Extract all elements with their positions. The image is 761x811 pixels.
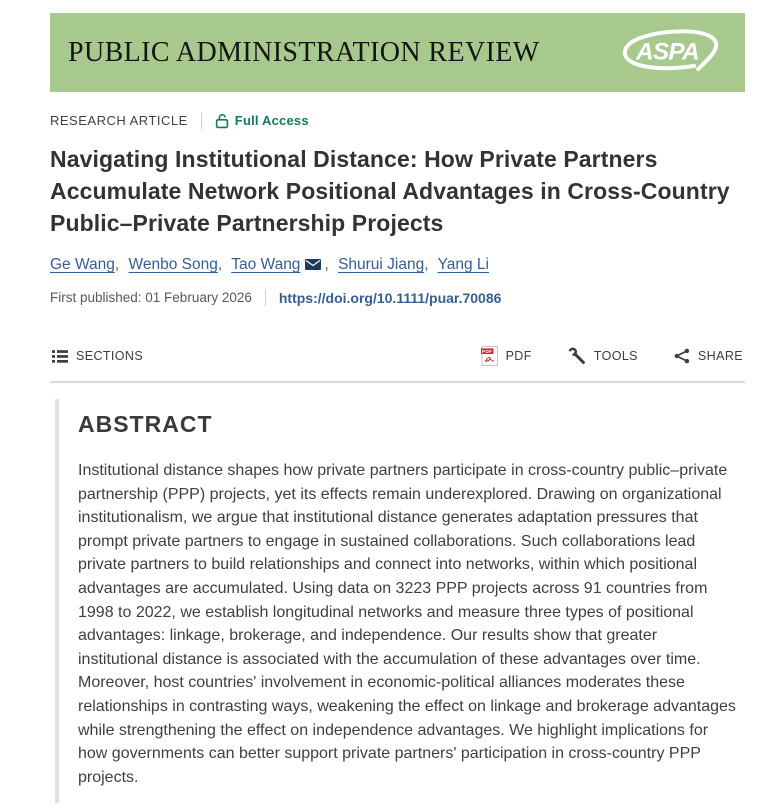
author-separator: , [424, 256, 429, 273]
open-lock-icon [215, 113, 229, 129]
svg-text:ASPA: ASPA [635, 38, 699, 66]
sections-list-icon [52, 350, 68, 363]
article-toolbar [50, 342, 745, 383]
article-type-label: RESEARCH ARTICLE [50, 113, 188, 128]
tools-label: TOOLS [593, 349, 638, 363]
full-access-badge [215, 113, 309, 129]
author-link[interactable]: Wenbo Song [128, 256, 218, 273]
author-link[interactable]: Tao Wang [231, 256, 301, 273]
share-label: SHARE [697, 349, 743, 363]
full-access-label: Full Access [234, 113, 309, 128]
article-title: Navigating Institutional Distance: How Private Partners Accumulate Network Positional Advantages in Cross-Country Public–Private Partnership Projects [50, 146, 730, 236]
aspa-logo [617, 25, 721, 82]
journal-title: PUBLIC ADMINISTRATION REVIEW [68, 36, 540, 68]
article-type-row [50, 112, 745, 129]
journal-banner[interactable] [50, 13, 745, 92]
author-separator: , [324, 256, 329, 273]
share-button[interactable] [674, 348, 743, 364]
tools-button[interactable] [568, 347, 638, 365]
share-icon [674, 348, 690, 364]
email-corresponding-author-icon[interactable] [305, 257, 321, 275]
abstract-text: Institutional distance shapes how private partners participate in cross-country public–private partnership (PPP) projects, yet its effects remain underexplored. Drawing on organizational institutionalism, we argue that institutional distance generates adaptation pressures that prompt private partners to engage in sustained collaborations. Such collaborations lead private partners to build relationships and connect into networks, within which positional advantages are accumulated. Using data on 3223 PPP projects across 91 countries from 1998 to 2022, we establish longitudinal networks and measure three types of positional advantages: linkage, brokerage, and independence. Our results show that greater institutional distance is associated with the accumulation of these advantages over time. Moreover, host countries' involvement in economic-political alliances moderates these relationships in contrasting ways, weakening the effect on linkage and brokerage advantages while strengthening the effect on independence advantages. We highlight implications for how governments can better support private partners' participation in cross-country PPP projects. [78, 462, 736, 786]
wrench-icon [568, 347, 586, 365]
pdf-file-icon [481, 346, 498, 366]
abstract-heading: ABSTRACT [78, 411, 213, 437]
first-published-date: First published: 01 February 2026 [50, 290, 252, 305]
author-link[interactable]: Shurui Jiang [338, 256, 425, 273]
author-separator: , [217, 256, 223, 273]
svg-text:PDF: PDF [481, 348, 492, 354]
abstract-section [50, 399, 745, 803]
doi-link[interactable]: https://doi.org/10.1111/puar.70086 [278, 289, 502, 306]
divider [265, 289, 266, 306]
published-row [50, 289, 745, 306]
divider [201, 112, 202, 129]
author-link[interactable]: Yang Li [437, 256, 489, 273]
sections-button[interactable] [52, 349, 143, 363]
author-separator: , [114, 256, 120, 273]
author-link[interactable]: Ge Wang [50, 256, 115, 273]
author-list [50, 256, 745, 275]
sections-label: SECTIONS [76, 349, 144, 363]
pdf-button[interactable] [481, 346, 532, 366]
pdf-label: PDF [505, 349, 532, 363]
